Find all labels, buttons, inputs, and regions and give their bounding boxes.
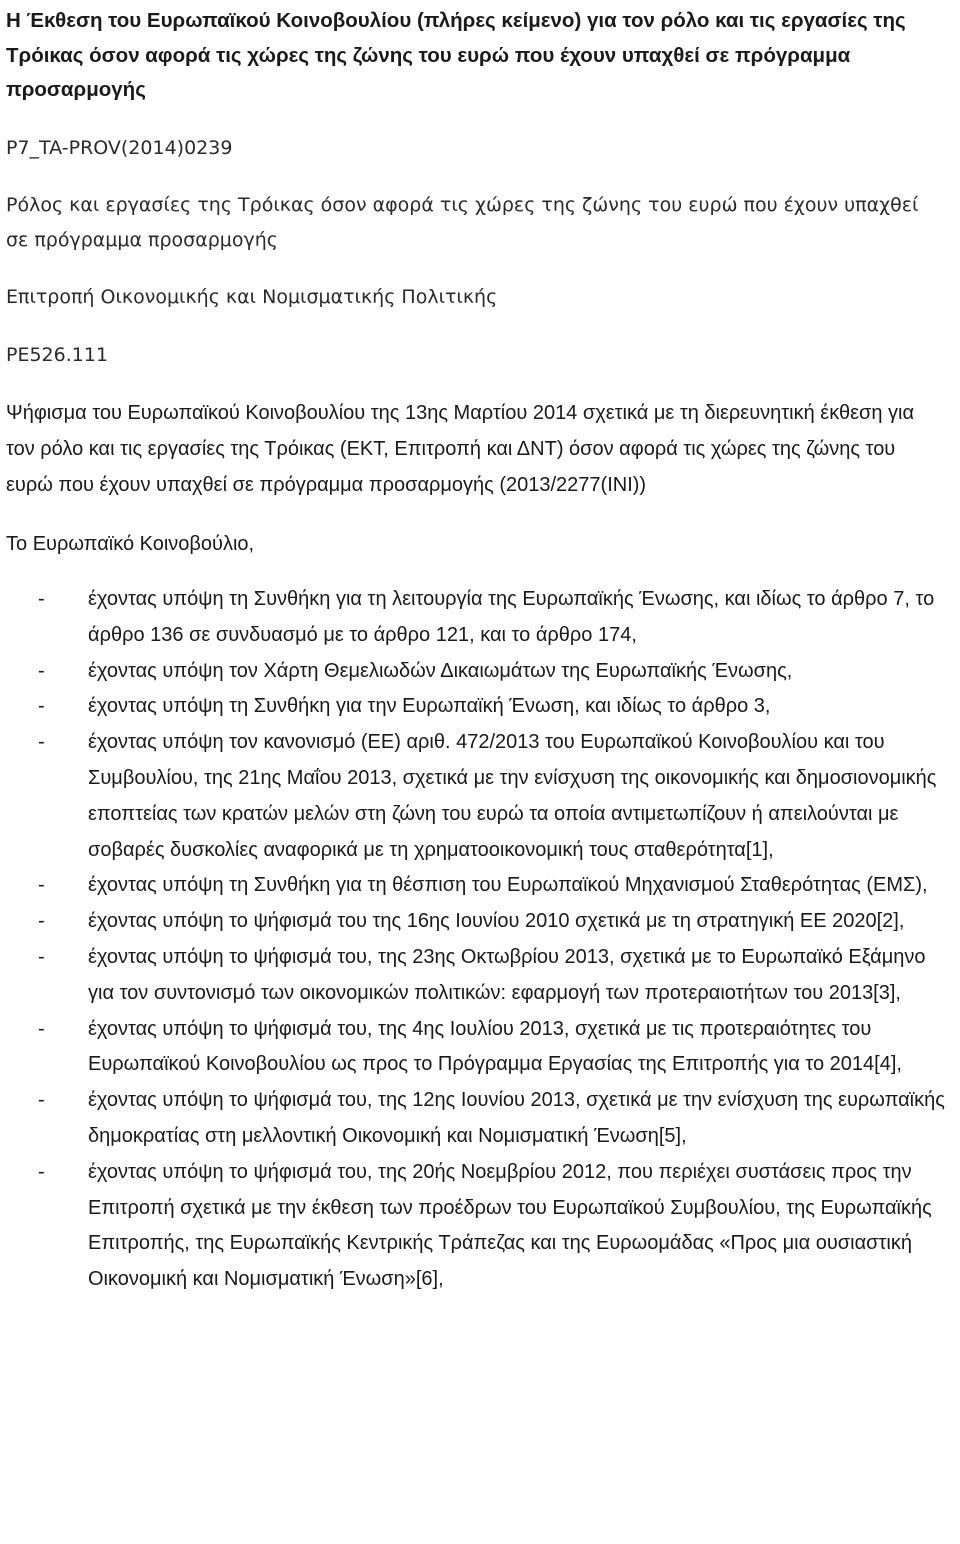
citation-text: έχοντας υπόψη τον Χάρτη Θεμελιωδών Δικαιωμάτων της Ευρωπαϊκής Ένωσης, — [88, 659, 793, 682]
citation-item — [6, 654, 946, 690]
list-dash: - — [38, 731, 45, 754]
citation-text: έχοντας υπόψη τον κανονισμό (ΕΕ) αριθ. 472/2013 του Ευρωπαϊκού Κοινοβουλίου και του Συμβουλίου, της 21ης Μαΐου 2013, σχετικά με την ενίσχυση της οικονομικής και δημοσιονομικής εποπτείας των κρατών μελών στη ζώνη του ευρώ τα οποία αντιμετωπίζουν ή απειλούνται με σοβαρές δυσκολίες αναφορικά με τη χρηματοοικονομική τους σταθερότητα[1], — [88, 731, 937, 861]
citation-item — [6, 1083, 946, 1155]
citation-text: έχοντας υπόψη το ψήφισμά του, της 12ης Ιουνίου 2013, σχετικά με την ενίσχυση της ευρωπαϊκής δημοκρατίας στη μελλοντική Οικονομική και Νομισματική Ένωση[5], — [88, 1089, 945, 1147]
citation-text: έχοντας υπόψη τη Συνθήκη για την Ευρωπαϊκή Ένωση, και ιδίως το άρθρο 3, — [88, 695, 771, 718]
resolution-heading: Ψήφισμα του Ευρωπαϊκού Κοινοβουλίου της 13ης Μαρτίου 2014 σχετικά με τη διερευνητική έκθεση για τον ρόλο και τις εργασίες της Τρόικας (ΕΚΤ, Επιτροπή και ΔΝΤ) όσον αφορά τις χώρες της ζώνης του ευρώ που έχουν υπαχθεί σε πρόγραμμα προσαρμογής (2013/2277(INI)) — [6, 402, 915, 496]
citation-item — [6, 689, 946, 725]
list-dash: - — [38, 695, 45, 718]
citation-item — [6, 725, 946, 868]
document-reference: P7_TA-PROV(2014)0239 — [6, 136, 233, 159]
citation-item — [6, 940, 946, 1012]
citation-item — [6, 582, 946, 654]
list-dash: - — [38, 1089, 45, 1112]
citation-item — [6, 868, 946, 904]
preamble: Το Ευρωπαϊκό Κοινοβούλιο, — [6, 533, 255, 555]
citation-item — [6, 904, 946, 940]
list-dash: - — [38, 910, 45, 933]
list-dash: - — [38, 874, 45, 897]
document-subject: Ρόλος και εργασίες της Τρόικας όσον αφορά τις χώρες της ζώνης του ευρώ που έχουν υπαχθεί σε πρόγραμμα προσαρμογής — [6, 194, 919, 251]
list-dash: - — [38, 659, 45, 682]
citation-list — [6, 582, 946, 1298]
committee-name: Επιτροπή Οικονομικής και Νομισματικής Πολιτικής — [6, 286, 498, 308]
citation-item — [6, 1155, 946, 1298]
citation-text: έχοντας υπόψη το ψήφισμά του, της 23ης Οκτωβρίου 2013, σχετικά με το Ευρωπαϊκό Εξάμηνο για τον συντονισμό των οικονομικών πολιτικών: εφαρμογή των προτεραιοτήτων του 2013[3], — [88, 945, 926, 1004]
citation-text: έχοντας υπόψη το ψήφισμά του της 16ης Ιουνίου 2010 σχετικά με τη στρατηγική ΕΕ 2020[2], — [88, 910, 905, 933]
citation-text: έχοντας υπόψη τη Συνθήκη για τη λειτουργία της Ευρωπαϊκής Ένωσης, και ιδίως το άρθρο 7, το άρθρο 136 σε συνδυασμό με το άρθρο 121, και το άρθρο 174, — [88, 588, 935, 646]
pe-number: PE526.111 — [6, 343, 109, 366]
list-dash: - — [38, 1017, 45, 1040]
list-dash: - — [38, 588, 45, 610]
citation-item — [6, 1012, 946, 1084]
document-title: Η Έκθεση του Ευρωπαϊκού Κοινοβουλίου (πλήρες κείμενο) για τον ρόλο και τις εργασίες της Τρόικας όσον αφορά τις χώρες της ζώνης του ευρώ που έχουν υπαχθεί σε πρόγραμμα προσαρμογής — [6, 9, 906, 101]
list-dash: - — [38, 1160, 45, 1183]
citation-text: έχοντας υπόψη το ψήφισμά του, της 4ης Ιουλίου 2013, σχετικά με τις προτεραιότητες του Ευρωπαϊκού Κοινοβουλίου ως προς το Πρόγραμμα Εργασίας της Επιτροπής για το 2014[4], — [88, 1017, 902, 1076]
citation-text: έχοντας υπόψη το ψήφισμά του, της 20ής Νοεμβρίου 2012, που περιέχει συστάσεις προς την Επιτροπή σχετικά με την έκθεση των προέδρων του Ευρωπαϊκού Συμβουλίου, της Ευρωπαϊκής Επιτροπής, της Ευρωπαϊκής Κεντρικής Τράπεζας και της Ευρωομάδας «Προς μια ουσιαστική Οικονομική και Νομισματική Ένωση»[6], — [88, 1160, 932, 1291]
citation-text: έχοντας υπόψη τη Συνθήκη για τη θέσπιση του Ευρωπαϊκού Μηχανισμού Σταθερότητας (ΕΜΣ), — [88, 874, 928, 897]
list-dash: - — [38, 945, 45, 968]
